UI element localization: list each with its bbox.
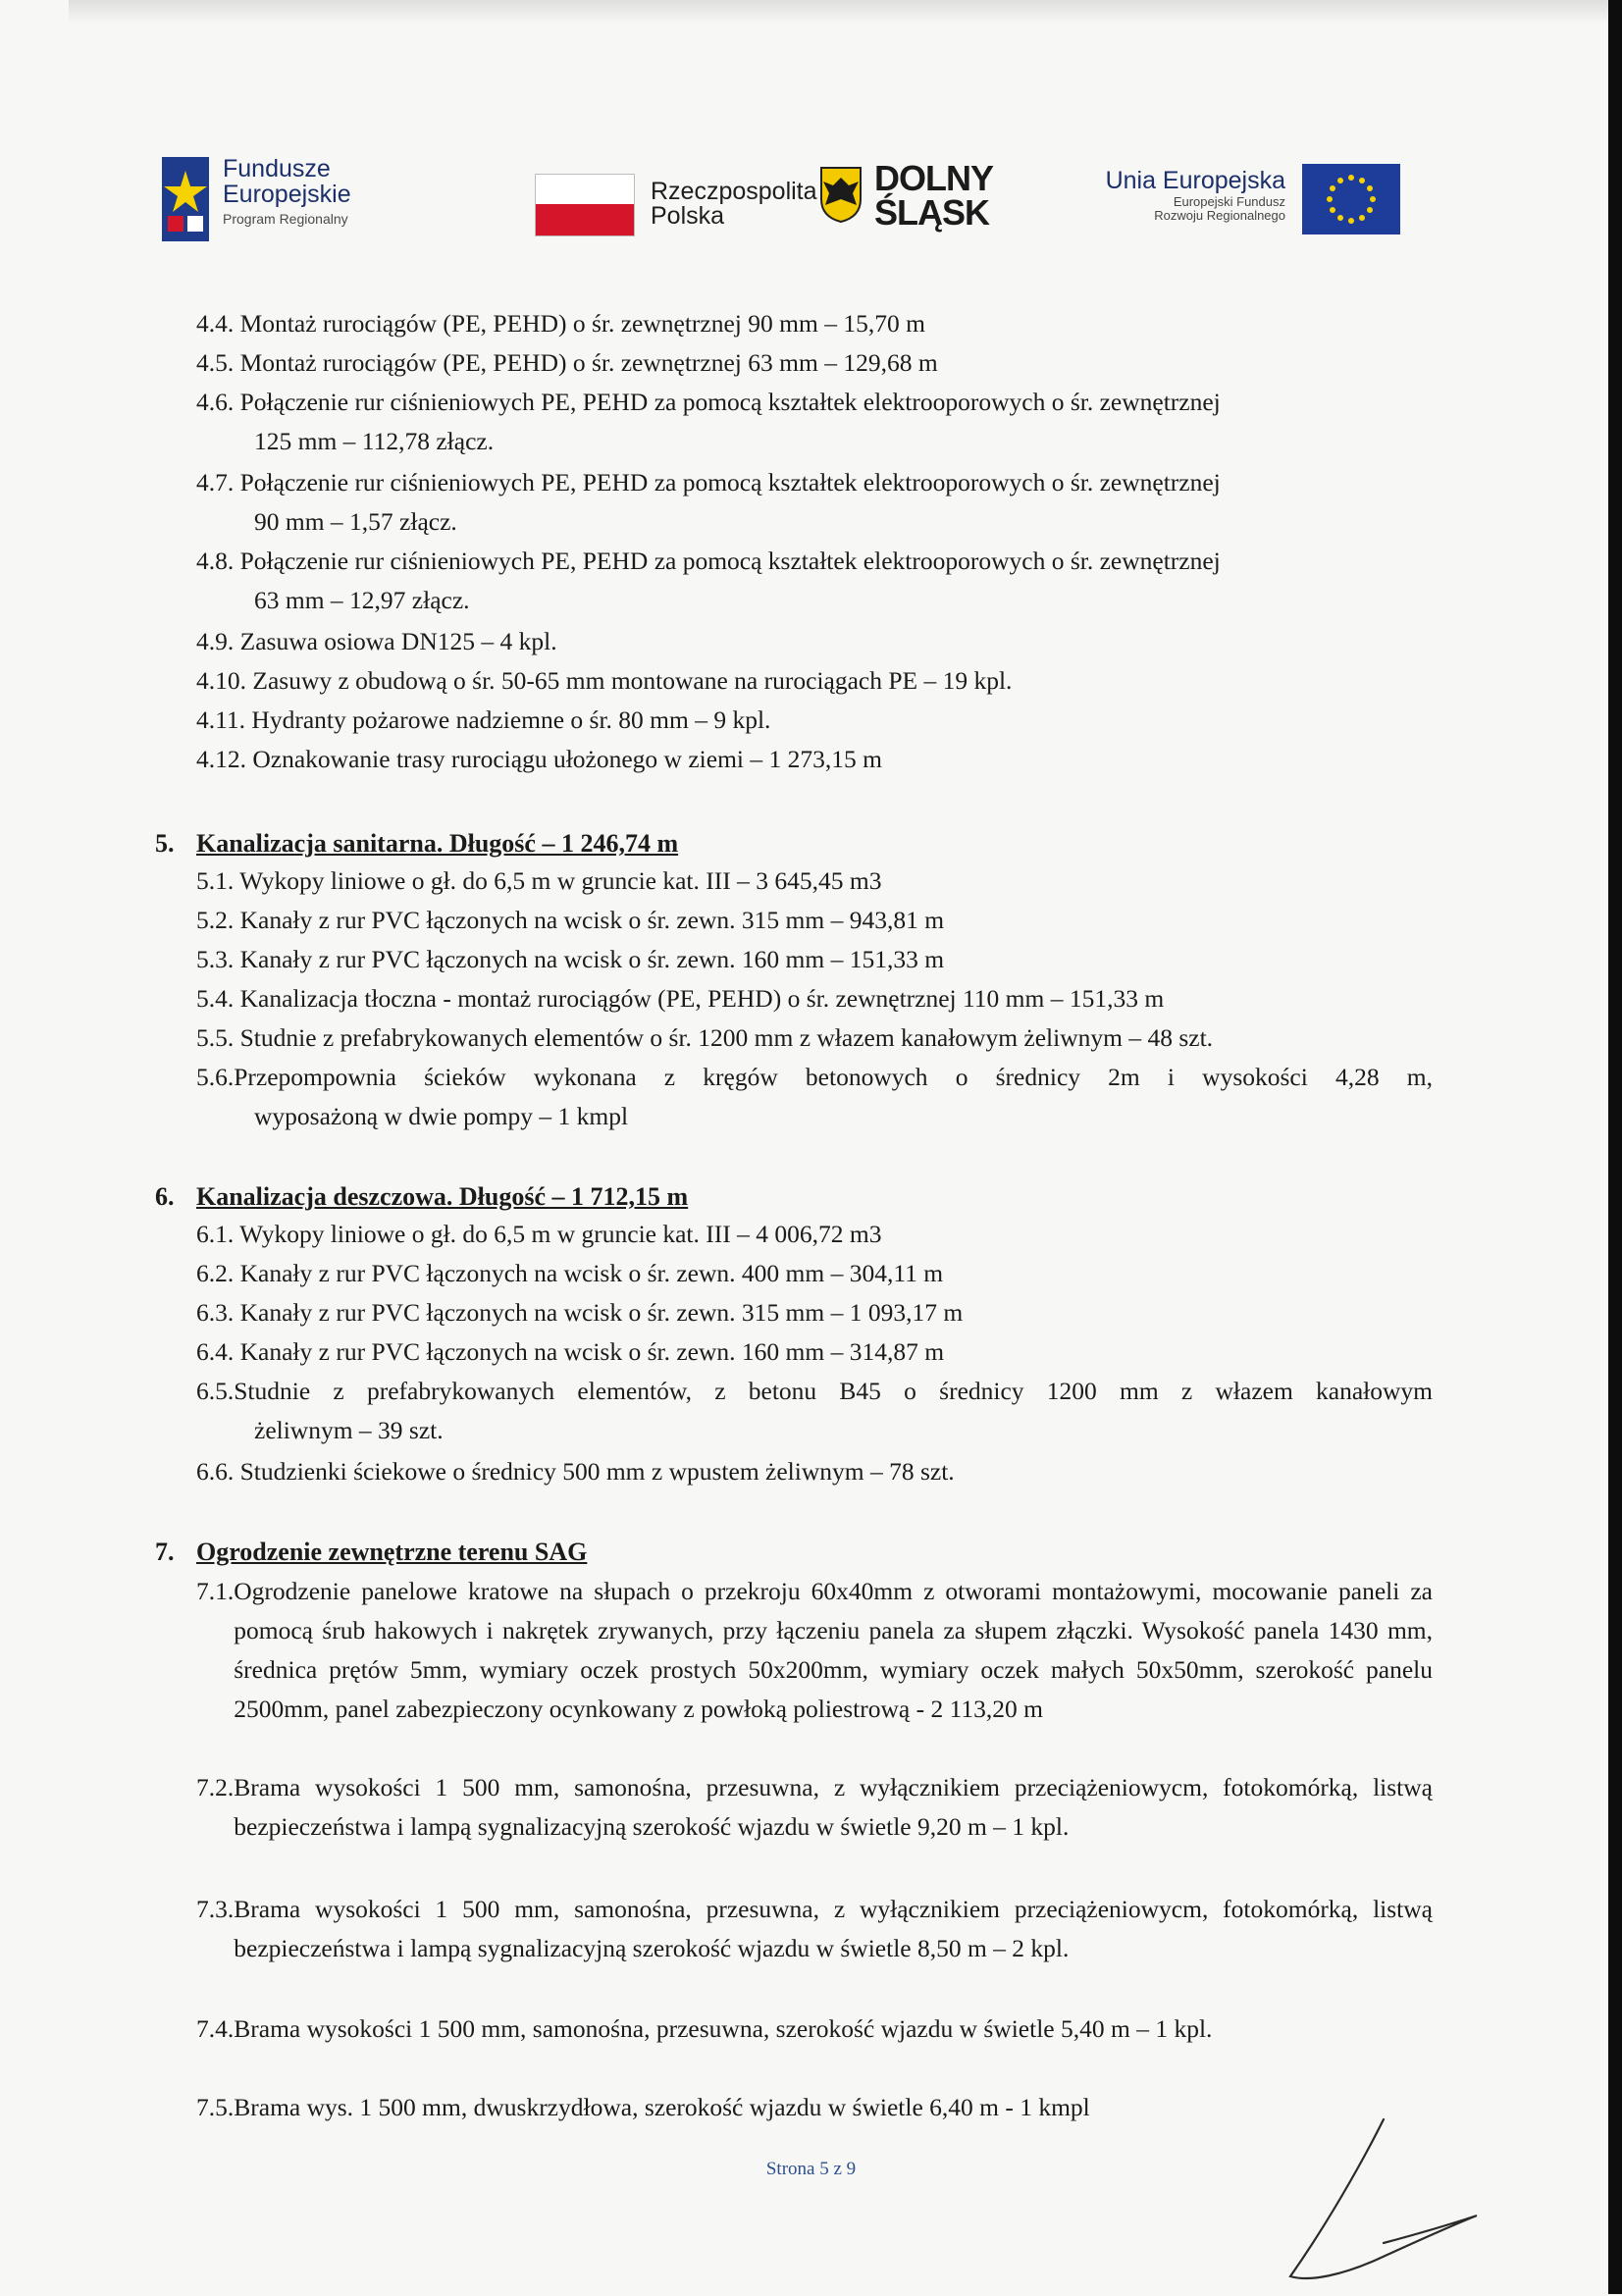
item-4-6-cont: 125 mm – 112,78 złącz. bbox=[254, 427, 495, 455]
item-4-5: 4.5. Montaż rurociągów (PE, PEHD) o śr. zewnętrznej 63 mm – 129,68 m bbox=[196, 348, 938, 377]
item-7-4-text: Brama wysokości 1 500 mm, samonośna, przesuwna, szerokość wjazdu w świetle 5,40 m – 1 kpl. bbox=[234, 2014, 1213, 2043]
item-4-10: 4.10. Zasuwy z obudową o śr. 50-65 mm montowane na rurociągach PE – 19 kpl. bbox=[196, 666, 1013, 695]
ds-line2: ŚLĄSK bbox=[874, 191, 990, 233]
item-5-6-number: 5.6. bbox=[196, 1063, 235, 1091]
section-7-number: 7. bbox=[155, 1538, 175, 1566]
item-5-2: 5.2. Kanały z rur PVC łączonych na wcisk o śr. zewn. 315 mm – 943,81 m bbox=[196, 906, 945, 934]
item-7-1-number: 7.1. bbox=[196, 1577, 235, 1605]
section-5-title: Kanalizacja sanitarna. Długość – 1 246,74 m bbox=[196, 829, 679, 858]
item-7-5-text: Brama wys. 1 500 mm, dwuskrzydłowa, szerokość wjazdu w świetle 6,40 m - 1 kmpl bbox=[234, 2093, 1090, 2121]
section-5-number: 5. bbox=[155, 829, 175, 858]
section-6-title: Kanalizacja deszczowa. Długość – 1 712,15 m bbox=[196, 1182, 689, 1211]
item-7-5-number: 7.5. bbox=[196, 2093, 235, 2121]
item-7-3-text: Brama wysokości 1 500 mm, samonośna, przesuwna, z wyłącznikiem przeciążeniowycm, fotokomórką, listwą bezpieczeństwa i lampą sygnalizacyjną szerokość wjazdu w świetle 8,50 m – 2 kpl. bbox=[234, 1895, 1433, 1962]
item-4-8: 4.8. Połączenie rur ciśnieniowych PE, PEHD za pomocą kształtek elektrooporowych o śr. zewnętrznej bbox=[196, 547, 1221, 575]
item-5-6 bbox=[196, 1058, 1433, 1097]
item-6-5-number: 6.5. bbox=[196, 1377, 235, 1405]
item-4-7: 4.7. Połączenie rur ciśnieniowych PE, PEHD za pomocą kształtek elektrooporowych o śr. zewnętrznej bbox=[196, 468, 1221, 496]
rp-line1: Rzeczpospolita bbox=[651, 178, 817, 205]
ue-line3: Rozwoju Regionalnego bbox=[1154, 207, 1285, 223]
page-number: Strona 5 z 9 bbox=[765, 2159, 857, 2179]
signature-scribble bbox=[1266, 2110, 1491, 2296]
item-5-4: 5.4. Kanalizacja tłoczna - montaż rurociągów (PE, PEHD) o śr. zewnętrznej 110 mm – 151,33 m bbox=[196, 984, 1165, 1013]
item-5-6-text: Przepompownia ścieków wykonana z kręgów betonowych o średnicy 2m i wysokości 4,28 m, bbox=[234, 1063, 1433, 1091]
fe-line2: Europejskie bbox=[223, 181, 351, 209]
item-7-3-number: 7.3. bbox=[196, 1895, 235, 1923]
item-6-2: 6.2. Kanały z rur PVC łączonych na wcisk o śr. zewn. 400 mm – 304,11 m bbox=[196, 1259, 944, 1287]
fe-line3: Program Regionalny bbox=[223, 210, 348, 227]
item-7-1 bbox=[196, 1572, 1433, 1729]
ds-line1: DOLNY bbox=[874, 158, 993, 198]
item-5-3: 5.3. Kanały z rur PVC łączonych na wcisk o śr. zewn. 160 mm – 151,33 m bbox=[196, 945, 945, 973]
item-7-2-number: 7.2. bbox=[196, 1773, 235, 1801]
item-4-12: 4.12. Oznakowanie trasy rurociągu ułożonego w ziemi – 1 273,15 m bbox=[196, 745, 882, 773]
rp-line2: Polska bbox=[651, 202, 725, 230]
item-6-5-cont: żeliwnym – 39 szt. bbox=[254, 1416, 444, 1444]
item-4-7-cont: 90 mm – 1,57 złącz. bbox=[254, 507, 457, 536]
ue-line2: Europejski Fundusz bbox=[1173, 193, 1285, 209]
item-5-6-cont: wyposażoną w dwie pompy – 1 kmpl bbox=[254, 1102, 629, 1130]
item-7-2 bbox=[196, 1768, 1433, 1847]
item-4-4: 4.4. Montaż rurociągów (PE, PEHD) o śr. zewnętrznej 90 mm – 15,70 m bbox=[196, 309, 925, 338]
item-4-11: 4.11. Hydranty pożarowe nadziemne o śr. 80 mm – 9 kpl. bbox=[196, 705, 771, 734]
item-6-5 bbox=[196, 1372, 1433, 1411]
item-4-8-cont: 63 mm – 12,97 złącz. bbox=[254, 586, 470, 614]
item-5-5: 5.5. Studnie z prefabrykowanych elementów o śr. 1200 mm z włazem kanałowym żeliwnym – 48 szt. bbox=[196, 1023, 1214, 1052]
item-7-3 bbox=[196, 1890, 1433, 1968]
ue-line1: Unia Europejska bbox=[1105, 167, 1285, 194]
item-5-1: 5.1. Wykopy liniowe o gł. do 6,5 m w gruncie kat. III – 3 645,45 m3 bbox=[196, 866, 882, 895]
item-4-9: 4.9. Zasuwa osiowa DN125 – 4 kpl. bbox=[196, 627, 557, 655]
item-6-6: 6.6. Studzienki ściekowe o średnicy 500 mm z wpustem żeliwnym – 78 szt. bbox=[196, 1457, 955, 1486]
item-7-4 bbox=[196, 2009, 1236, 2049]
item-6-1: 6.1. Wykopy liniowe o gł. do 6,5 m w gruncie kat. III – 4 006,72 m3 bbox=[196, 1220, 882, 1248]
item-6-3: 6.3. Kanały z rur PVC łączonych na wcisk o śr. zewn. 315 mm – 1 093,17 m bbox=[196, 1298, 964, 1327]
section-7-title: Ogrodzenie zewnętrzne terenu SAG bbox=[196, 1538, 588, 1566]
item-7-4-number: 7.4. bbox=[196, 2014, 235, 2043]
item-7-1-text: Ogrodzenie panelowe kratowe na słupach o przekroju 60x40mm z otworami montażowymi, mocowanie paneli za pomocą śrub hakowych i nakrętek zrywanych, przy łączeniu panela za słupem złączki. Wysokość panela 1430 mm, średnica prętów 5mm, wymiary oczek prostych 50x200mm, wymiary oczek małych 50x50mm, szerokość panelu 2500mm, panel zabezpieczony ocynkowany z powłoką poliestrową - 2 113,20 m bbox=[234, 1577, 1433, 1723]
fe-line1: Fundusze bbox=[223, 155, 331, 183]
item-6-5-text: Studnie z prefabrykowanych elementów, z betonu B45 o średnicy 1200 mm z włazem kanałowym bbox=[234, 1377, 1433, 1405]
item-4-6: 4.6. Połączenie rur ciśnieniowych PE, PEHD za pomocą kształtek elektrooporowych o śr. zewnętrznej bbox=[196, 388, 1221, 416]
item-6-4: 6.4. Kanały z rur PVC łączonych na wcisk o śr. zewn. 160 mm – 314,87 m bbox=[196, 1337, 945, 1366]
item-7-5 bbox=[196, 2088, 1433, 2127]
item-7-2-text: Brama wysokości 1 500 mm, samonośna, przesuwna, z wyłącznikiem przeciążeniowycm, fotokomórką, listwą bezpieczeństwa i lampą sygnalizacyjną szerokość wjazdu w świetle 9,20 m – 1 kpl. bbox=[234, 1773, 1433, 1841]
section-6-number: 6. bbox=[155, 1182, 175, 1211]
